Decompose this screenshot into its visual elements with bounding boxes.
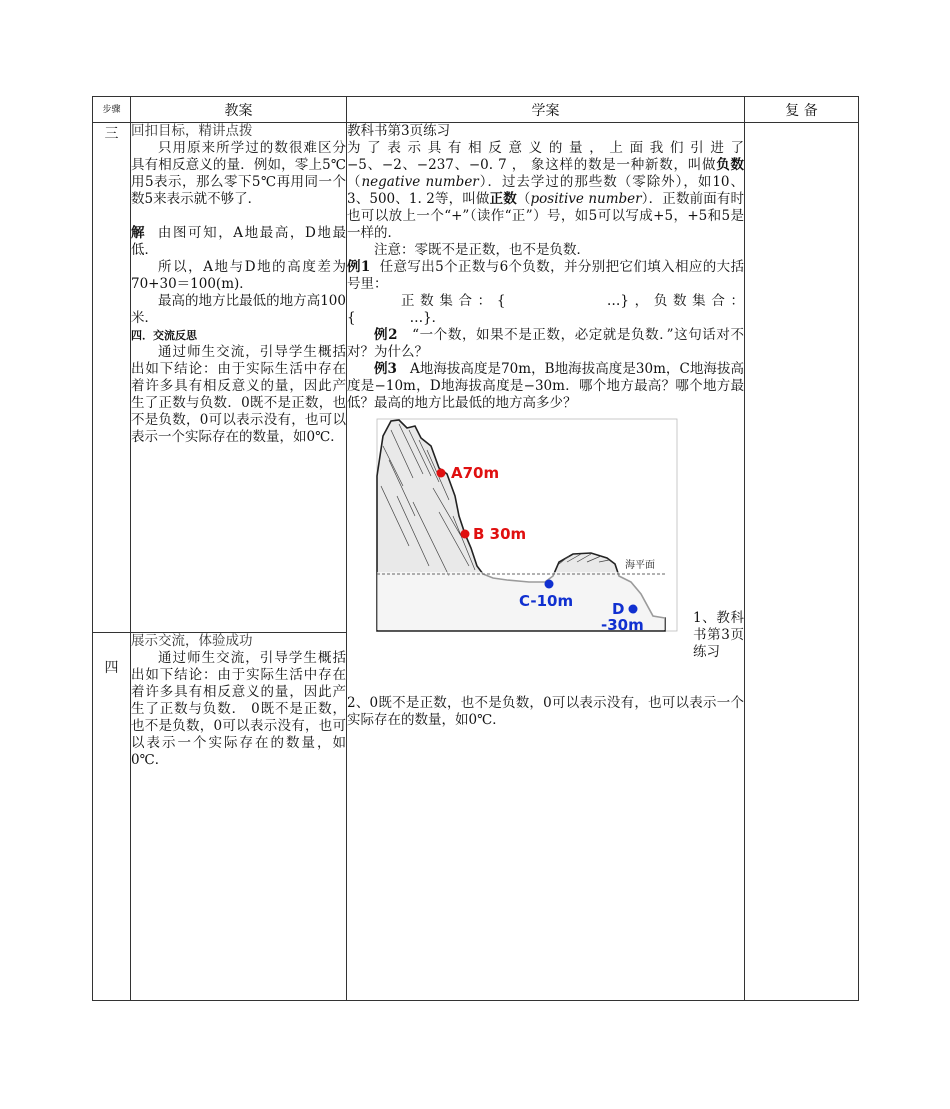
plan-cell-4 [131,633,347,1001]
header-step: 步骤 [93,97,131,123]
review-cell [745,123,859,1001]
marker-b [461,530,470,539]
label-c: C-10m [519,592,574,610]
plan-paragraph-3: 只用原来所学过的数很难区分具有相反意义的量．例如，零上5℃用5表示，那么零下5℃再用同一个数5来表示就不够了． [131,140,346,207]
study-cell [347,123,745,1001]
header-plan: 教案 [131,97,347,123]
example-3: 例3 A地海拔高度是70m，B地海拔高度是30m，C地海拔高度是−10m，D地海拔高度是−30m．哪个地方最高？哪个地方最低？最高的地方比最低的地方高多少？ [347,361,744,411]
example-1: 例1 任意写出5个正数与6个负数，并分别把它们填入相应的大括号里： [347,259,744,292]
term-negative-en: negative number [361,174,479,190]
term-negative: 负数 [716,157,744,173]
label-d: D [612,600,625,618]
lesson-plan-table [92,96,859,1001]
label-a: A70m [451,464,500,482]
sea-level-label: 海平面 [625,560,655,571]
step-label-3: 三 [93,123,131,633]
plan-cell-3 [131,123,347,633]
section-4-heading: 四．交流反思 [131,329,197,342]
marker-a [437,469,446,478]
term-positive-en: positive number [530,191,642,207]
solution-line-a: 解 由图可知，A地最高，D地最低． [131,225,346,258]
plan-paragraph-4: 通过师生交流，引导学生概括出如下结论：由于实际生活中存在着许多具有相反意义的量，因此产生了正数与负数． 0既不是正数，也不是负数，0可以表示没有，也可以表示一个实际存在的数量，如0℃． [131,650,346,768]
plan-title-3: 回扣目标，精讲点拨 [131,123,253,139]
practice-2: 2、0既不是正数，也不是负数，0可以表示没有，也可以表示一个实际存在的数量，如0℃． [347,695,744,728]
set-line: 正数集合：{ …}，负数集合：{ …}． [347,293,744,326]
altitude-figure [369,416,679,634]
label-d-value: -30m [601,616,644,634]
study-intro: 为了表示具有相反意义的量，上面我们引进了−5、−2、−237、−0. 7 ， 象这样的数是一种新数，叫做负数（negative number）．过去学过的那些数（零除外），如10、3、500、1. 2等，叫做正数（positive number）．正数前面有时也可以放上一个“+”（读作“正”）号，如5可以写成+5，+5和5是一样的． [347,140,745,241]
study-note: 注意：零既不是正数，也不是负数． [374,242,590,258]
practice-1: 1、教科书第3页练习 [693,610,744,660]
header-review: 复 备 [745,97,859,123]
plan-title-4: 展示交流，体验成功 [131,633,253,649]
header-study: 学案 [347,97,745,123]
marker-d [629,605,638,614]
marker-c [545,580,554,589]
label-b: B 30m [473,525,527,543]
row-step-3 [93,123,859,633]
term-positive: 正数 [489,191,517,207]
reflection-paragraph: 通过师生交流，引导学生概括出如下结论：由于实际生活中存在着许多具有相反意义的量，因此产生了正数与负数．0既不是正数，也不是负数，0可以表示没有，也可以表示一个实际存在的数量，如0℃． [131,344,346,445]
study-line-1: 教科书第3页练习 [347,123,451,139]
example-2: 例2 “一个数，如果不是正数，必定就是负数．”这句话对不对？为什么？ [347,327,745,360]
step-label-4: 四 [93,633,131,1001]
solution-line-c: 最高的地方比最低的地方高100米． [131,293,346,326]
solution-label: 解 [131,225,147,241]
header-row [93,97,859,123]
solution-line-b: 所以，A地与D地的高度差为70+30＝100(m)． [131,259,346,292]
